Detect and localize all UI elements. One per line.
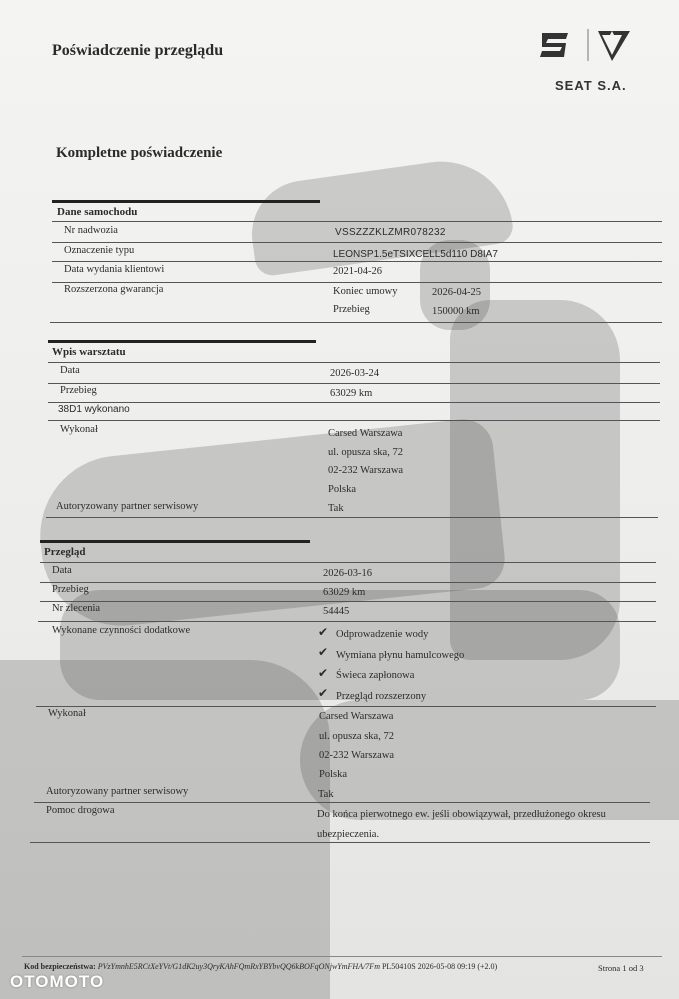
inspection-mileage-value: 63029 km bbox=[323, 587, 366, 598]
extra-work-item: Odprowadzenie wody bbox=[336, 629, 429, 640]
delivery-label: Data wydania klientowi bbox=[64, 264, 165, 275]
row-divider bbox=[52, 221, 662, 222]
row-divider bbox=[48, 362, 660, 363]
brand-name: SEAT S.A. bbox=[555, 78, 627, 93]
service-done-label: 38D1 wykonano bbox=[58, 404, 130, 415]
inspection-partner-value: Tak bbox=[318, 789, 334, 800]
warranty-label: Rozszerzona gwarancja bbox=[64, 284, 164, 295]
vin-label: Nr nadwozia bbox=[64, 225, 118, 236]
warranty-mileage-value: 150000 km bbox=[432, 306, 480, 317]
workshop-partner-value: Tak bbox=[328, 503, 344, 514]
footer-divider bbox=[22, 956, 662, 957]
check-icon: ✔ bbox=[318, 625, 329, 639]
inspection-date-label: Data bbox=[52, 565, 72, 576]
extra-work-item: Świeca zapłonowa bbox=[336, 670, 415, 681]
type-label: Oznaczenie typu bbox=[64, 245, 135, 256]
document-reference: PL50410S bbox=[381, 962, 416, 971]
row-divider bbox=[52, 261, 662, 262]
inspection-address-line: 02-232 Warszawa bbox=[319, 750, 395, 761]
row-divider bbox=[48, 402, 660, 403]
inspection-address-line: Carsed Warszawa bbox=[319, 711, 394, 722]
row-divider bbox=[40, 582, 656, 583]
workshop-performed-label: Wykonał bbox=[60, 424, 98, 435]
page-title: Poświadczenie przeglądu bbox=[52, 42, 224, 59]
section-bar bbox=[52, 200, 320, 203]
extra-work-item: Przegląd rozszerzony bbox=[336, 691, 427, 702]
security-code: PVzYmnhE5RCtXeYVt/G1dK2uy3QryKAhFQmRxYBYbvQQ6kBOFqONjwYmFHA/7Fm bbox=[97, 962, 380, 971]
workshop-address-line: Carsed Warszawa bbox=[328, 428, 403, 439]
inspection-mileage-label: Przebieg bbox=[52, 584, 89, 595]
workshop-address-line: ul. opusza ska, 72 bbox=[328, 447, 403, 458]
page-current: 1 bbox=[622, 963, 627, 973]
section-title-inspection: Przegląd bbox=[44, 546, 86, 558]
row-divider bbox=[46, 517, 658, 518]
otomoto-watermark: OTOMOTO bbox=[10, 972, 105, 991]
row-divider bbox=[36, 706, 656, 707]
print-timestamp: 2026-05-08 09:19 (+2.0) bbox=[417, 962, 498, 971]
order-number-value: 54445 bbox=[323, 606, 350, 617]
delivery-value: 2021-04-26 bbox=[333, 266, 382, 277]
workshop-partner-label: Autoryzowany partner serwisowy bbox=[56, 501, 199, 512]
extra-work-item: Wymiana płynu hamulcowego bbox=[336, 650, 465, 661]
type-value: LEONSP1.5eTSIXCELL5d110 D8IA7 bbox=[333, 249, 498, 260]
page-label: Strona bbox=[598, 963, 621, 973]
check-icon: ✔ bbox=[318, 686, 329, 700]
row-divider bbox=[38, 621, 656, 622]
section-title-workshop: Wpis warsztatu bbox=[52, 346, 126, 358]
contract-end-value: 2026-04-25 bbox=[432, 287, 481, 298]
inspection-address-line: ul. opusza ska, 72 bbox=[319, 731, 394, 742]
security-code-label: Kod bezpieczeństwa: bbox=[24, 962, 96, 971]
row-divider bbox=[50, 322, 662, 323]
section-title-car: Dane samochodu bbox=[57, 206, 138, 218]
inspection-performed-label: Wykonał bbox=[48, 708, 86, 719]
inspection-partner-label: Autoryzowany partner serwisowy bbox=[46, 786, 189, 797]
page-total: 3 bbox=[639, 963, 644, 973]
check-icon: ✔ bbox=[318, 645, 329, 659]
page-of: od bbox=[628, 963, 638, 973]
inspection-date-value: 2026-03-16 bbox=[323, 568, 372, 579]
contract-end-label: Koniec umowy bbox=[333, 286, 398, 297]
row-divider bbox=[48, 420, 660, 421]
roadside-assistance-value-cont: ubezpieczenia. bbox=[317, 829, 380, 840]
section-bar bbox=[40, 540, 310, 543]
inspection-address-line: Polska bbox=[319, 769, 348, 780]
workshop-date-label: Data bbox=[60, 365, 80, 376]
order-number-label: Nr zlecenia bbox=[52, 603, 101, 614]
document-subtitle: Kompletne poświadczenie bbox=[56, 145, 223, 161]
workshop-address-line: 02-232 Warszawa bbox=[328, 465, 404, 476]
workshop-mileage-label: Przebieg bbox=[60, 385, 97, 396]
row-divider bbox=[48, 383, 660, 384]
roadside-assistance-value: Do końca pierwotnego ew. jeśli obowiązywał, przedłużonego okresu bbox=[317, 809, 606, 820]
row-divider bbox=[40, 601, 656, 602]
workshop-address-line: Polska bbox=[328, 484, 357, 495]
extra-works-label: Wykonane czynności dodatkowe bbox=[52, 625, 191, 636]
workshop-mileage-value: 63029 km bbox=[330, 388, 373, 399]
row-divider bbox=[52, 242, 662, 243]
row-divider bbox=[34, 802, 650, 803]
vin-value: VSSZZZKLZMR078232 bbox=[335, 227, 446, 238]
row-divider bbox=[52, 282, 662, 283]
page-number bbox=[598, 963, 644, 973]
section-bar bbox=[48, 340, 316, 343]
row-divider bbox=[30, 842, 650, 843]
seat-cupra-logo-icon bbox=[540, 25, 636, 65]
warranty-mileage-label: Przebieg bbox=[333, 304, 370, 315]
check-icon: ✔ bbox=[318, 666, 329, 680]
roadside-assistance-label: Pomoc drogowa bbox=[46, 805, 115, 816]
workshop-date-value: 2026-03-24 bbox=[330, 368, 379, 379]
row-divider bbox=[40, 562, 656, 563]
security-code-line bbox=[24, 962, 497, 971]
